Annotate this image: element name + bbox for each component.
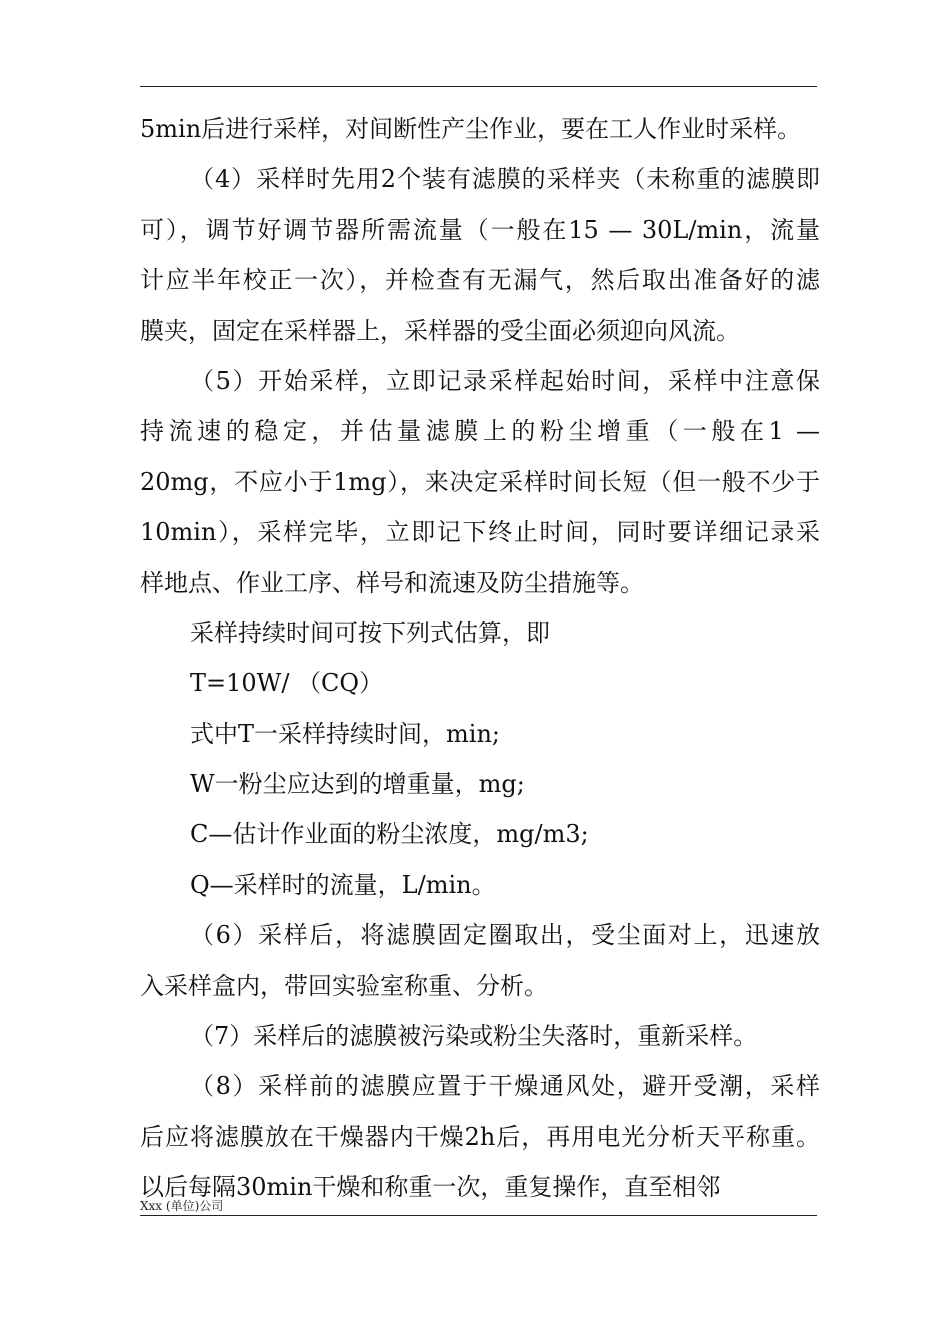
- text-line: 持流速的稳定，并估量滤膜上的粉尘增重（一般在1 —: [140, 417, 820, 446]
- text-line: 后应将滤膜放在干燥器内干燥2h后，再用电光分析天平称重。: [140, 1122, 820, 1151]
- text-line: 式中T一采样持续时间，min;: [190, 719, 500, 748]
- text-line: （8）采样前的滤膜应置于干燥通风处，避开受潮，采样: [190, 1072, 820, 1101]
- text-line: 计应半年校正一次），并检查有无漏气，然后取出准备好的滤: [140, 266, 820, 295]
- text-line: T=10W/ （CQ）: [190, 669, 384, 698]
- text-line: C—估计作业面的粉尘浓度，mg/m3;: [190, 820, 589, 849]
- text-line: 膜夹，固定在采样器上，采样器的受尘面必须迎向风流。: [140, 316, 740, 345]
- text-line: （6）采样后，将滤膜固定圈取出，受尘面对上，迅速放: [190, 921, 820, 950]
- text-line: 采样持续时间可按下列式估算，即: [190, 618, 550, 647]
- header-rule: [140, 86, 817, 87]
- text-line: 以后每隔30min干燥和称重一次，重复操作，直至相邻: [140, 1173, 721, 1202]
- text-line: 10min），采样完毕，立即记下终止时间，同时要详细记录采: [140, 518, 820, 547]
- text-line: 5min后进行采样，对间断性产尘作业，要在工人作业时采样。: [140, 115, 802, 143]
- text-line: 入采样盒内，带回实验室称重、分析。: [140, 971, 548, 1000]
- text-line: 可），调节好调节器所需流量（一般在15 — 30L/min，流量: [140, 215, 820, 244]
- text-line: Q—采样时的流量，L/min。: [190, 870, 496, 899]
- text-line: 20mg，不应小于1mg），来决定采样时间长短（但一般不少于: [140, 467, 820, 496]
- text-line: （4）采样时先用2个装有滤膜的采样夹（未称重的滤膜即: [190, 165, 820, 194]
- text-line: （5）开始采样，立即记录采样起始时间，采样中注意保: [190, 366, 820, 395]
- footer-rule: [140, 1215, 817, 1216]
- text-line: W一粉尘应达到的增重量，mg;: [190, 770, 525, 799]
- document-body: [140, 104, 820, 1213]
- text-line: 样地点、作业工序、样号和流速及防尘措施等。: [140, 568, 644, 597]
- text-line: （7）采样后的滤膜被污染或粉尘失落时，重新采样。: [190, 1022, 758, 1051]
- footer-company: Xxx (单位)公司: [140, 1199, 224, 1213]
